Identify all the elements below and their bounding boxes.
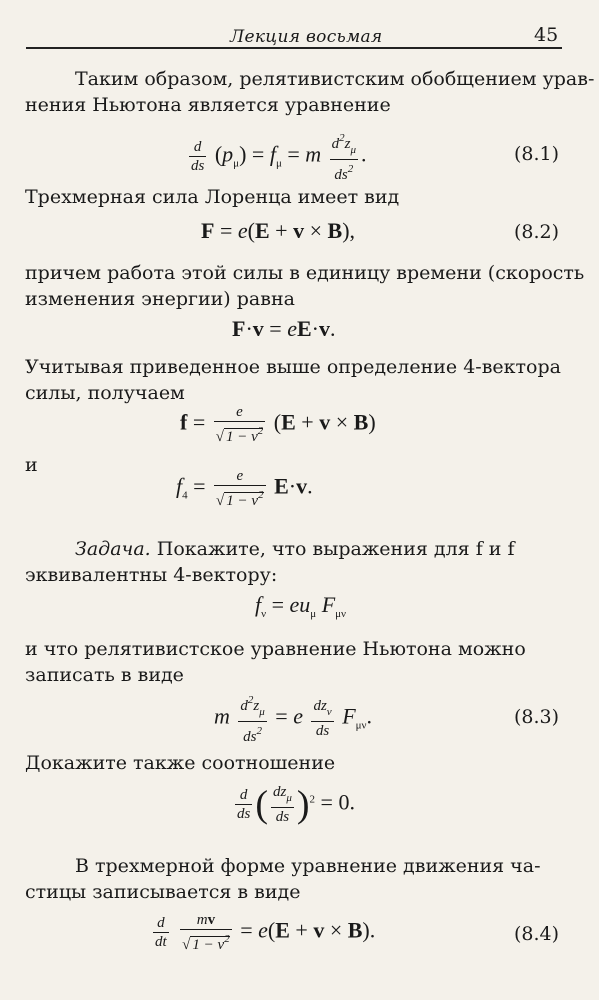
paragraph-line: и — [25, 454, 38, 476]
paragraph-2 — [25, 184, 561, 210]
paragraph-line: силы, получаем — [25, 382, 185, 404]
paragraph-5 — [25, 536, 561, 588]
equation-f4: $f_4$ = $\frac{e}{√ 1 - v^2}$ E·v. — [176, 468, 313, 509]
paragraph-line: Трехмерная сила Лоренца имеет вид — [25, 186, 400, 208]
equation-number: (8.4) — [514, 923, 560, 945]
task-label: Задача. — [75, 538, 151, 560]
paragraph-6 — [25, 636, 561, 688]
paragraph-4 — [25, 354, 561, 406]
paragraph-line: и что релятивистское уравнение Ньютона можно — [25, 638, 526, 660]
paragraph-line: эквивалентны 4-вектору: — [25, 564, 278, 586]
paragraph-line: изменения энергии) равна — [25, 288, 295, 310]
paragraph-line: записать в виде — [25, 664, 184, 686]
equation-8-2: F = e(E + v × B), — [201, 218, 356, 243]
equation-4vector: $f_\nu = eu_\mu$ $F_{\mu\nu}$ — [255, 592, 347, 620]
equation-number: (8.3) — [514, 706, 560, 728]
paragraph-line — [25, 536, 561, 562]
paragraph-line: Учитывая приведенное выше определение 4-вектора — [25, 356, 561, 378]
paragraph-line: Докажите также соотношение — [25, 752, 336, 774]
paragraph-line: причем работа этой силы в единицу времени (скорость — [25, 262, 585, 284]
paragraph-line: нения Ньютона является уравнение — [25, 94, 391, 116]
paragraph-7 — [25, 750, 561, 776]
paragraph-8 — [25, 853, 561, 905]
paragraph-line: Таким образом, релятивистским обобщением урав- — [75, 68, 595, 90]
paragraph-1 — [25, 66, 595, 118]
paragraph-line: стицы записывается в виде — [25, 881, 301, 903]
equation-8-1: $\frac{d}{ds}$ $(p_\mu) = f_\mu = m$ $\frac{d^2z_\mu}{ds^2}$ . — [191, 132, 367, 183]
equation-8-3: m $\frac{d^2z_\mu}{ds^2}$ = e $\frac{dz_\nu}{ds}$ $F_{\mu\nu}$. — [214, 694, 373, 745]
running-header-title: Лекция восьмая — [230, 27, 383, 47]
page-number: 45 — [534, 24, 559, 46]
equation-force: f = $\frac{e}{√ 1 - v^2}$ (E + v × B) — [180, 404, 376, 445]
task-text: Покажите, что выражения для f и f — [156, 538, 515, 560]
equation-8-4: $\frac{d}{dt}$ $\frac{mv}{√ 1 - v^2}$ = e(E + v × B). — [155, 912, 376, 953]
paragraph-3 — [25, 260, 585, 312]
equation-number: (8.2) — [514, 221, 560, 243]
header-rule — [26, 47, 562, 49]
equation-identity: $\frac{d}{ds}$ ( $\frac{dz_\mu}{ds}$ )$^2$ = 0. — [237, 783, 355, 826]
equation-number: (8.1) — [514, 143, 560, 165]
paragraph-line: В трехмерной форме уравнение движения ча- — [75, 855, 541, 877]
equation-power: F·v = eE·v. — [232, 316, 336, 341]
